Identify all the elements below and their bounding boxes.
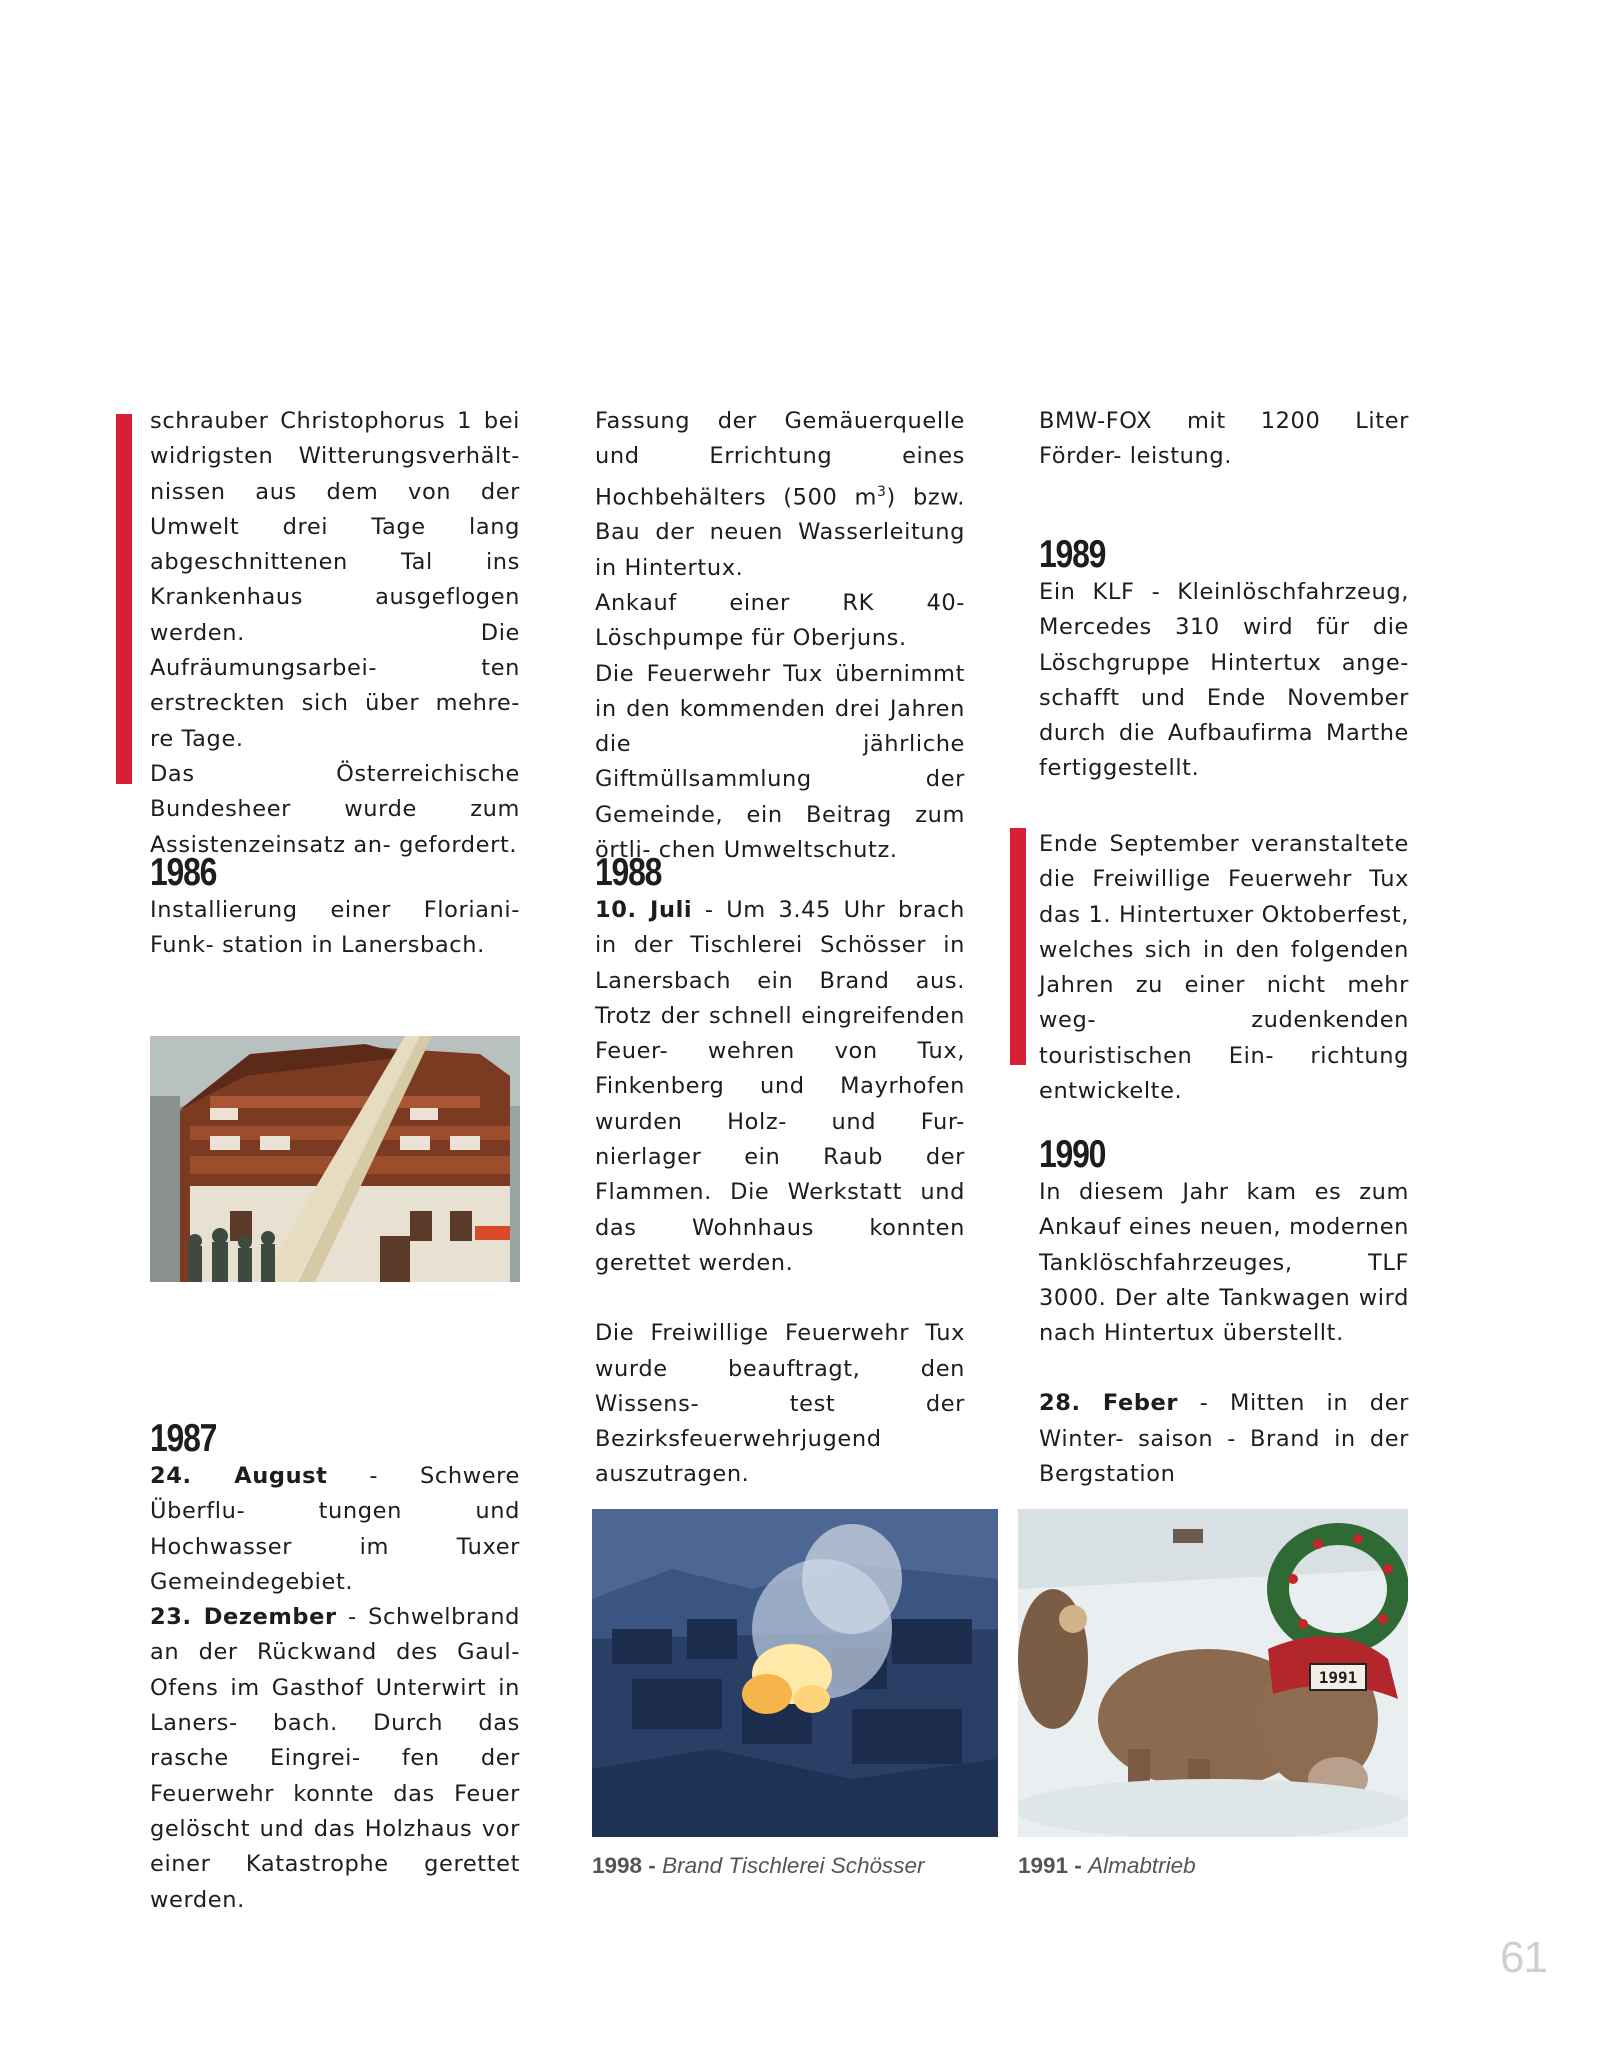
year-heading: 1988 bbox=[595, 851, 662, 894]
paragraph: BMW-FOX mit 1200 Liter Förder- leistung. bbox=[1039, 408, 1409, 470]
column-1-intro bbox=[150, 404, 520, 863]
cattle-photo-image bbox=[1018, 1509, 1408, 1837]
paragraph: Die Freiwillige Feuerwehr Tux wurde beauftragt, den Wissens- test der Bezirksfeuerwehrjugend auszutragen. bbox=[595, 1320, 965, 1488]
year-heading: 1990 bbox=[1039, 1133, 1106, 1176]
paragraph bbox=[150, 1459, 520, 1600]
date-label: 24. August bbox=[150, 1463, 328, 1489]
paragraph-text: - Mitten in der Winter- saison - Brand in der Bergstation bbox=[1039, 1390, 1409, 1488]
photo-caption-1991 bbox=[1018, 1853, 1196, 1879]
paragraph: Ankauf einer RK 40-Löschpumpe für Oberjuns. bbox=[595, 589, 965, 652]
superscript: 3 bbox=[877, 483, 887, 500]
photo-building-drill bbox=[150, 1036, 520, 1282]
photo-caption-1998 bbox=[592, 1853, 925, 1879]
photo-night-fire bbox=[592, 1509, 998, 1837]
caption-year: 1991 - bbox=[1018, 1853, 1082, 1878]
column-2-intro bbox=[595, 404, 965, 868]
page-number: 61 bbox=[1500, 1933, 1547, 1982]
fire-photo-image bbox=[592, 1509, 998, 1837]
building-photo-image bbox=[150, 1036, 520, 1282]
caption-text: Brand Tischlerei Schösser bbox=[662, 1853, 925, 1878]
date-label: 28. Feber bbox=[1039, 1390, 1179, 1417]
year-heading: 1986 bbox=[150, 851, 217, 894]
section-1989-oktoberfest bbox=[1039, 827, 1409, 1109]
caption-text: Almabtrieb bbox=[1088, 1853, 1196, 1878]
paragraph: Installierung einer Floriani-Funk- station in Lanersbach. bbox=[150, 897, 520, 959]
paragraph-text: - Um 3.45 Uhr brach in der Tischlerei Schösser in Lanersbach ein Brand aus. Trotz der schnell eingreifenden Feuer- wehren von Tux, Finkenberg und Mayrhofen wurden Holz- und Fur- nierlager ein Raub der Flammen. Die Werkstatt und das Wohnhaus konnten gerettet werden. bbox=[595, 897, 966, 1276]
paragraph bbox=[1039, 1386, 1409, 1492]
accent-bar-2 bbox=[1010, 828, 1026, 1065]
section-1990 bbox=[1039, 1135, 1409, 1492]
paragraph bbox=[595, 893, 965, 1281]
section-1987 bbox=[150, 1419, 520, 1918]
caption-year: 1998 - bbox=[592, 1853, 656, 1878]
paragraph: Die Feuerwehr Tux übernimmt in den kommenden drei Jahren die jährliche Giftmüllsammlung der Gemeinde, ein Beitrag zum örtli- chen Umweltschutz. bbox=[595, 660, 965, 864]
accent-bar-1 bbox=[116, 414, 132, 784]
paragraph-text: - Schwelbrand an der Rückwand des Gaul-Ofens im Gasthof Unterwirt in Laners- bach. Durch das rasche Eingrei- fen der Feuerwehr konnte das Feuer gelöscht und das Holzhaus vor einer Katastrophe gerettet werden. bbox=[150, 1604, 520, 1913]
paragraph bbox=[150, 1600, 520, 1918]
year-heading: 1987 bbox=[150, 1417, 217, 1460]
paragraph: Ende September veranstaltete die Freiwillige Feuerwehr Tux das 1. Hintertuxer Oktoberfest, welches sich in den folgenden Jahren zu einer nicht mehr weg- zudenkenden touristischen Ein- richtung entwickelte. bbox=[1039, 831, 1409, 1105]
badge-year: 1991 bbox=[1318, 1668, 1358, 1687]
paragraph bbox=[595, 404, 965, 586]
date-label: 10. Juli bbox=[595, 897, 693, 923]
paragraph-text: Fassung der Gemäuerquelle und Errichtung eines Hochbehälters (500 m bbox=[595, 408, 965, 511]
paragraph: Ein KLF - Kleinlöschfahrzeug, Mercedes 310 wird für die Löschgruppe Hintertux ange- schafft und Ende November durch die Aufbaufirma Marthe fertiggestellt. bbox=[1039, 579, 1409, 782]
photo-almabtrieb bbox=[1018, 1509, 1408, 1837]
column-3-intro bbox=[1039, 404, 1409, 475]
paragraph-text: ) bzw. Bau der neuen Wasserleitung in Hintertux. bbox=[595, 484, 965, 581]
paragraph: Das Österreichische Bundesheer wurde zum Assistenzeinsatz an- gefordert. bbox=[150, 760, 520, 858]
paragraph: schrauber Christophorus 1 bei widrigsten Witterungsverhält- nissen aus dem von der Umwelt drei Tage lang abgeschnittenen Tal ins Krankenhaus ausgeflogen werden. Die Aufräumungsarbei- ten erstreckten sich über mehre- re Tage. bbox=[150, 408, 520, 752]
section-1986 bbox=[150, 853, 520, 964]
section-1988 bbox=[595, 853, 965, 1563]
date-label: 23. Dezember bbox=[150, 1604, 337, 1631]
year-heading: 1989 bbox=[1039, 533, 1106, 576]
paragraph: In diesem Jahr kam es zum Ankauf eines neuen, modernen Tanklöschfahrzeuges, TLF 3000. Der alte Tankwagen wird nach Hintertux überstellt. bbox=[1039, 1179, 1409, 1347]
paragraph-text: - Schwere Überflu- tungen und Hochwasser im Tuxer Gemeindegebiet. bbox=[150, 1463, 520, 1595]
section-1989 bbox=[1039, 535, 1409, 787]
